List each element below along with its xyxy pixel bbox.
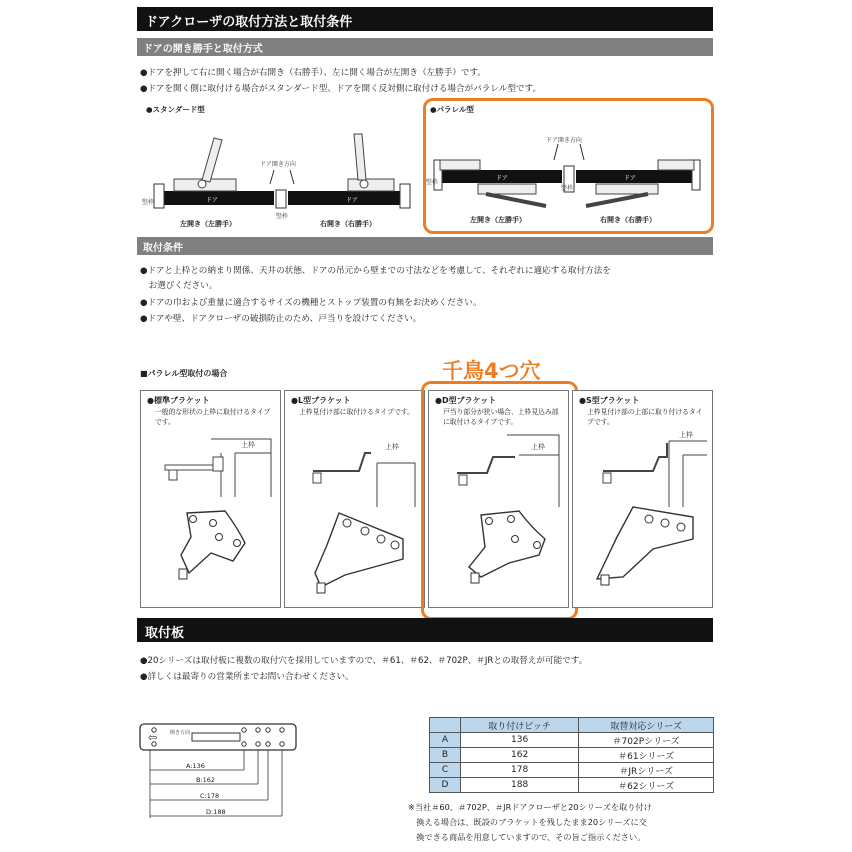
s-bracket-drawing: [573, 427, 712, 607]
callout-staggered-holes: 千鳥4つ穴: [442, 359, 541, 383]
series-cell: ＃JRシリーズ: [579, 763, 714, 778]
plate-title-bar: [137, 618, 713, 642]
pitch-cell: 178: [461, 763, 579, 778]
footnote-line: 換える場合は、既設のブラケットを残したまま20シリーズに交: [408, 817, 647, 827]
plate-title: 取付板: [145, 626, 185, 641]
series-cell: ＃62シリーズ: [579, 778, 714, 793]
pitch-cell: 188: [461, 778, 579, 793]
footnote-line: ※当社＃60、＃702P、＃JRドアクローザと20シリーズを取り付け: [408, 802, 652, 812]
l-bracket-drawing: [285, 427, 424, 607]
section-heading-door: [137, 38, 713, 56]
dim-label: D:188: [206, 808, 226, 816]
section-heading-conditions: [137, 237, 713, 255]
standard-type-label: ●スタンダード型: [146, 105, 205, 114]
door-label: ドア: [346, 197, 358, 204]
bracket-card-d-type: [428, 390, 569, 608]
card-title: ●標準ブラケット: [147, 396, 210, 405]
section1-bullet: ●ドアを押して右に開く場合が右開き（右勝手）、左に開く場合が左開き（左勝手）です。: [140, 68, 487, 78]
table-row: [430, 733, 714, 748]
arrow-left-icon: ⇦: [148, 731, 158, 744]
footnote: [408, 800, 652, 845]
card-desc: 戸当り部分が狭い場合、上枠見込み部に取付けるタイプです。: [443, 408, 559, 426]
d-bracket-drawing: [429, 427, 568, 607]
row-label: D: [430, 778, 461, 793]
upper-frame-label: 上枠: [531, 443, 545, 451]
section2-bullet: ●ドアや壁、ドアクローザの破損防止のため、戸当りを設けてください。: [140, 314, 422, 324]
parallel-type-label: ●パラレル型: [430, 105, 474, 114]
upper-frame-label: 上枠: [385, 443, 399, 451]
section2-bullet: ●ドアと上枠との納まり関係、天井の状態、ドアの吊元から壁までの寸法などを考慮して、それぞれに適応する取付方法を: [140, 266, 611, 276]
door-direction-label: ドア開き方向: [260, 161, 296, 168]
standard-bracket-drawing: [141, 427, 280, 607]
card-desc: 上枠見付け部に取付けるタイプです。: [299, 408, 414, 416]
mounting-plate-drawing: [136, 718, 302, 822]
bracket-card-standard: [140, 390, 281, 608]
section2-bullet: ●ドアの巾および重量に適合するサイズの機種とストップ装置の有無をお決めください。: [140, 298, 482, 308]
door-slab-right: [288, 191, 400, 205]
plate-bullet: ●20シリーズは取付板に複数の取付穴を採用していますので、＃61、＃62、＃702P、＃JRとの取替えが可能です。: [140, 656, 588, 666]
standard-type-diagram: [140, 118, 425, 230]
footnote-line: 換できる商品を用意していますので、その旨ご指示ください。: [408, 832, 646, 842]
upper-frame-label: 上枠: [241, 441, 255, 449]
page-title-bar: [137, 7, 713, 31]
frame-label: 竪枠: [142, 199, 155, 206]
page-title: ドアクローザの取付方法と取付条件: [145, 15, 353, 30]
series-cell: ＃702Pシリーズ: [579, 733, 714, 748]
right-hand-label: 右開き（右勝手）: [320, 220, 376, 228]
section1-bullet: ●ドアを開く側に取付ける場合がスタンダード型、ドアを開く反対側に取付ける場合がパラレル型です。: [140, 84, 542, 94]
door-label: ドア: [496, 175, 508, 182]
frame-label: 竪枠: [276, 213, 289, 220]
frame-label: 竪枠: [426, 179, 439, 186]
table-header: 取り付けピッチ: [461, 718, 579, 733]
frame-label: 竪枠: [561, 185, 574, 192]
bracket-card-s-type: [572, 390, 713, 608]
bracket-card-l-type: [284, 390, 425, 608]
card-title: ●S型ブラケット: [579, 396, 640, 405]
right-hand-label: 右開き（右勝手）: [600, 216, 656, 224]
left-hand-label: 左開き（左勝手）: [180, 220, 236, 228]
parallel-type-diagram: [426, 118, 708, 226]
card-desc: 上枠見付け部の上部に取り付けるタイプです。: [587, 408, 703, 426]
card-desc: 一般的な形状の上枠に取付けるタイプです。: [155, 408, 271, 426]
row-label: B: [430, 748, 461, 763]
section-title: 取付条件: [143, 243, 183, 254]
table-row: [430, 763, 714, 778]
door-direction-label: ドア開き方向: [546, 137, 582, 144]
table-header: 取替対応シリーズ: [579, 718, 714, 733]
plate-bullet: ●詳しくは最寄りの営業所までお問い合わせください。: [140, 672, 354, 682]
upper-frame-label: 上枠: [679, 431, 693, 439]
pitch-table: [429, 717, 714, 793]
series-cell: ＃61シリーズ: [579, 748, 714, 763]
card-title: ●L型ブラケット: [291, 396, 351, 405]
door-label: ドア: [206, 197, 218, 204]
pitch-cell: 162: [461, 748, 579, 763]
dim-label: A:136: [186, 762, 205, 770]
door-slab-left: [164, 191, 274, 205]
pitch-cell: 136: [461, 733, 579, 748]
table-row: [430, 748, 714, 763]
row-label: A: [430, 733, 461, 748]
plate-mark-label: 開き方向: [170, 730, 191, 736]
table-corner: [430, 718, 461, 733]
section2-bullet: お選びください。: [140, 281, 218, 291]
row-label: C: [430, 763, 461, 778]
table-row: [430, 778, 714, 793]
left-hand-label: 左開き（左勝手）: [470, 216, 526, 224]
dim-label: C:178: [200, 792, 220, 800]
dim-label: B:162: [196, 776, 216, 784]
parallel-mount-title: ■パラレル型取付の場合: [140, 369, 228, 378]
section-title: ドアの開き勝手と取付方式: [143, 44, 263, 55]
door-label: ドア: [624, 175, 636, 182]
card-title: ●D型ブラケット: [435, 396, 497, 405]
